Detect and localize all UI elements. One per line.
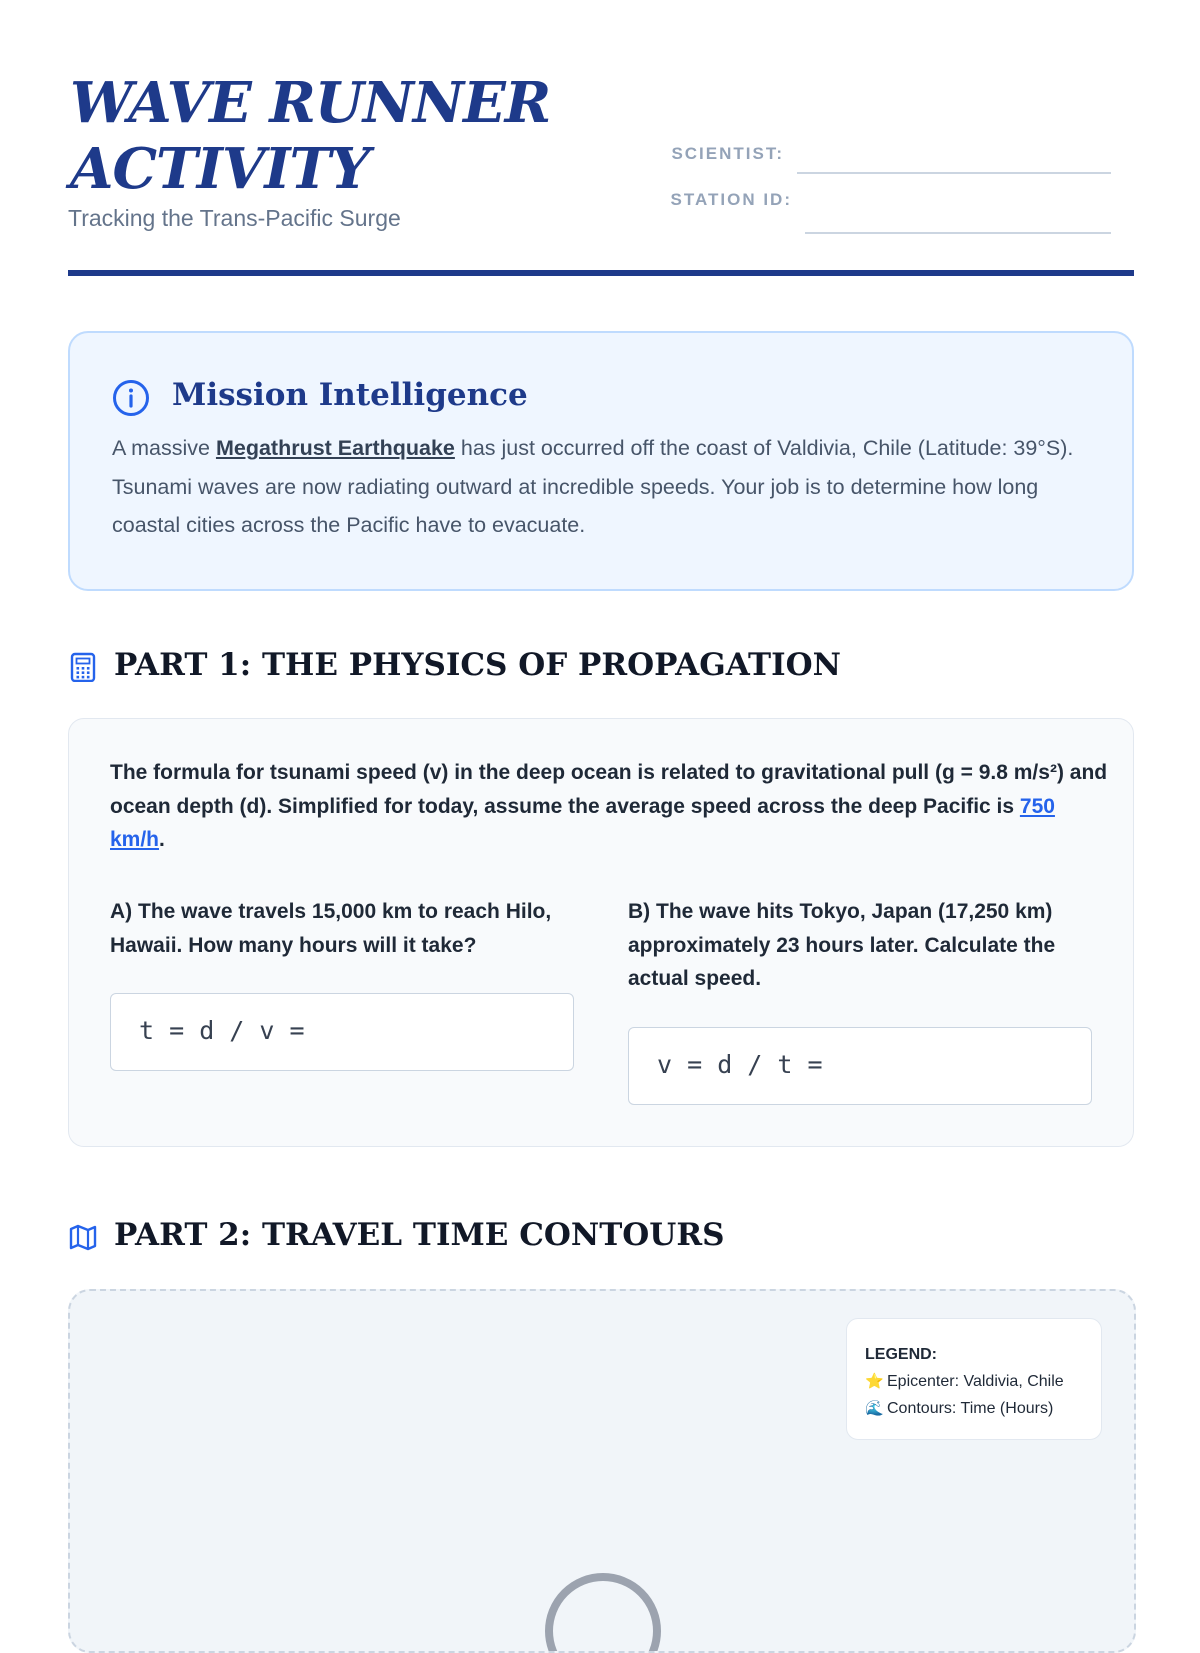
- legend-heading: LEGEND:: [865, 1346, 937, 1363]
- page-subtitle: Tracking the Trans-Pacific Surge: [68, 205, 401, 231]
- question-a: A) The wave travels 15,000 km to reach Hilo, Hawaii. How many hours will it take?: [110, 900, 552, 957]
- worksheet-page: [68, 0, 1134, 1600]
- station-id-label: STATION ID:: [670, 190, 792, 209]
- scientist-label: SCIENTIST:: [671, 144, 784, 163]
- mission-text: [112, 429, 1097, 545]
- scientist-field[interactable]: [797, 172, 1111, 174]
- mission-text-start: A massive: [112, 436, 216, 460]
- mission-text-end: has just occurred off the coast of Valdivia, Chile (Latitude: 39°S). Tsunami waves are now radiating outward at incredible speeds. Your job is to determine how long coastal cities across the Pacific have to evacuate.: [112, 436, 1074, 537]
- travel-time-map: [68, 1289, 1136, 1653]
- speed-value: 750 km/h: [110, 794, 1055, 851]
- question-b: B) The wave hits Tokyo, Japan (17,250 km) approximately 23 hours later. Calculate the actual speed.: [628, 900, 1056, 990]
- map-legend: [846, 1318, 1102, 1440]
- legend-epicenter-label: Epicenter: Valdivia, Chile: [887, 1373, 1064, 1390]
- mission-title: Mission Intelligence: [172, 377, 528, 413]
- answer-a-field[interactable]: t = d / v =: [110, 993, 574, 1071]
- calculator-icon: [68, 652, 98, 682]
- part1-intro: [110, 756, 1110, 857]
- part1-intro-end: .: [159, 828, 165, 851]
- legend-contours: [865, 1395, 1083, 1422]
- legend-contours-label: Contours: Time (Hours): [887, 1400, 1054, 1417]
- epicenter-ring: [545, 1573, 661, 1653]
- part2-title: PART 2: TRAVEL TIME CONTOURS: [114, 1217, 725, 1253]
- part1-title: PART 1: THE PHYSICS OF PROPAGATION: [114, 647, 841, 683]
- wave-icon: 🌊: [865, 1400, 884, 1417]
- map-icon: [68, 1222, 98, 1252]
- part1-card: [68, 718, 1134, 1147]
- info-circle-icon: [112, 379, 150, 417]
- page-title: WAVE RUNNER ACTIVITY: [70, 70, 551, 202]
- legend-epicenter: [865, 1368, 1083, 1395]
- station-id-field[interactable]: [805, 232, 1111, 234]
- star-icon: ⭐: [865, 1373, 884, 1390]
- mission-highlight: Megathrust Earthquake: [215, 436, 455, 460]
- part1-intro-text: The formula for tsunami speed (v) in the deep ocean is related to gravitational pull (g = 9.8 m/s²) and ocean depth (d). Simplified for today, assume the average speed across the deep Pacific is: [110, 761, 1108, 818]
- header-divider: [68, 270, 1134, 276]
- answer-b-field[interactable]: v = d / t =: [628, 1027, 1092, 1105]
- mission-intelligence-box: [68, 331, 1134, 591]
